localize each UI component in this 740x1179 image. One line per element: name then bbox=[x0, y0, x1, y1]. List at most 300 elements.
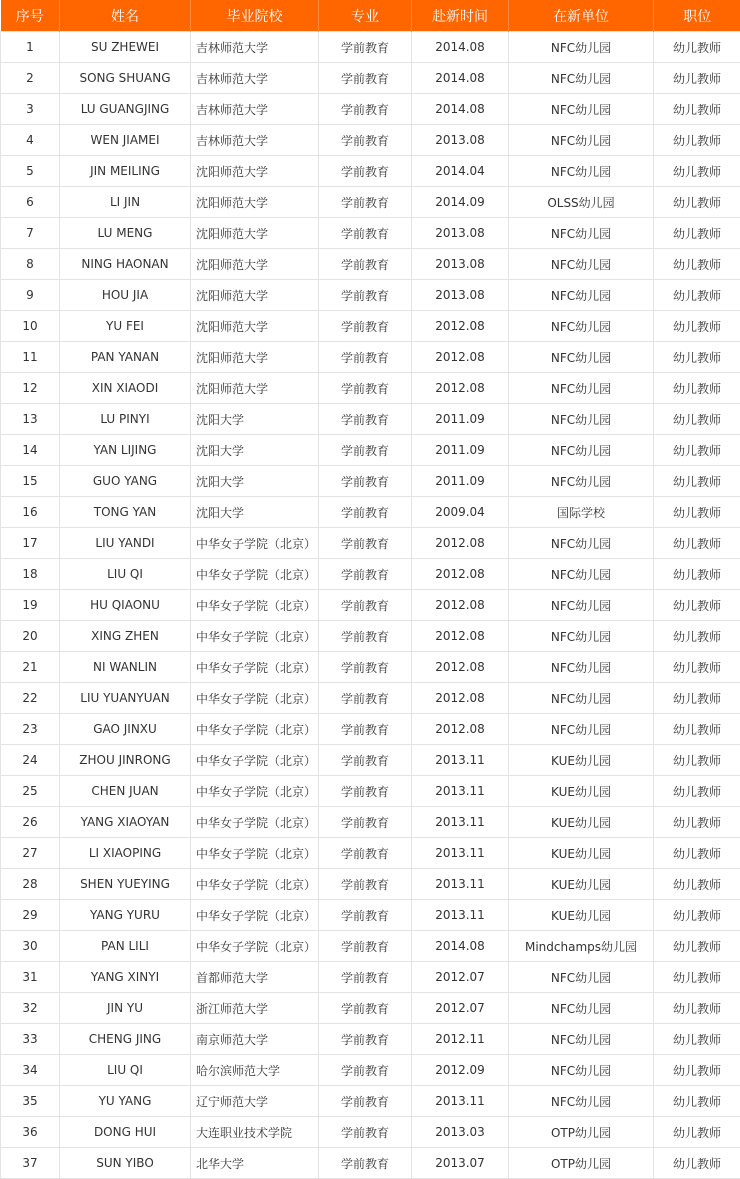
cell-name: YANG XIAOYAN bbox=[60, 807, 191, 838]
cell-position: 幼儿教师 bbox=[654, 1117, 740, 1148]
table-row bbox=[1, 187, 740, 218]
cell-date: 2013.08 bbox=[412, 218, 509, 249]
cell-school: 浙江师范大学 bbox=[191, 993, 319, 1024]
cell-date: 2014.09 bbox=[412, 187, 509, 218]
cell-date: 2013.11 bbox=[412, 807, 509, 838]
cell-name: CHEN JUAN bbox=[60, 776, 191, 807]
cell-school: 北华大学 bbox=[191, 1148, 319, 1179]
cell-employer: NFC幼儿园 bbox=[509, 1086, 654, 1117]
table-row bbox=[1, 311, 740, 342]
cell-major: 学前教育 bbox=[319, 1148, 412, 1179]
cell-index: 14 bbox=[1, 435, 60, 466]
table-row bbox=[1, 404, 740, 435]
cell-date: 2014.08 bbox=[412, 931, 509, 962]
cell-index: 33 bbox=[1, 1024, 60, 1055]
cell-position: 幼儿教师 bbox=[654, 559, 740, 590]
table-row bbox=[1, 745, 740, 776]
cell-employer: NFC幼儿园 bbox=[509, 993, 654, 1024]
cell-employer: NFC幼儿园 bbox=[509, 218, 654, 249]
cell-date: 2012.08 bbox=[412, 683, 509, 714]
cell-index: 29 bbox=[1, 900, 60, 931]
cell-employer: NFC幼儿园 bbox=[509, 962, 654, 993]
table-row bbox=[1, 32, 740, 63]
cell-school: 吉林师范大学 bbox=[191, 63, 319, 94]
cell-employer: NFC幼儿园 bbox=[509, 559, 654, 590]
table-row bbox=[1, 156, 740, 187]
cell-school: 大连职业技术学院 bbox=[191, 1117, 319, 1148]
cell-major: 学前教育 bbox=[319, 683, 412, 714]
cell-major: 学前教育 bbox=[319, 838, 412, 869]
table-row bbox=[1, 435, 740, 466]
cell-major: 学前教育 bbox=[319, 32, 412, 63]
cell-index: 20 bbox=[1, 621, 60, 652]
cell-employer: NFC幼儿园 bbox=[509, 621, 654, 652]
cell-name: GAO JINXU bbox=[60, 714, 191, 745]
table-row bbox=[1, 1148, 740, 1179]
cell-name: JIN MEILING bbox=[60, 156, 191, 187]
cell-index: 7 bbox=[1, 218, 60, 249]
cell-employer: KUE幼儿园 bbox=[509, 807, 654, 838]
cell-date: 2013.07 bbox=[412, 1148, 509, 1179]
table-row bbox=[1, 1055, 740, 1086]
cell-index: 11 bbox=[1, 342, 60, 373]
cell-employer: NFC幼儿园 bbox=[509, 249, 654, 280]
table-row bbox=[1, 94, 740, 125]
cell-name: LI JIN bbox=[60, 187, 191, 218]
cell-major: 学前教育 bbox=[319, 745, 412, 776]
cell-index: 15 bbox=[1, 466, 60, 497]
cell-date: 2014.08 bbox=[412, 32, 509, 63]
cell-index: 26 bbox=[1, 807, 60, 838]
table-row bbox=[1, 590, 740, 621]
cell-name: YU FEI bbox=[60, 311, 191, 342]
cell-date: 2013.11 bbox=[412, 838, 509, 869]
table-row bbox=[1, 962, 740, 993]
table-row bbox=[1, 249, 740, 280]
cell-date: 2012.11 bbox=[412, 1024, 509, 1055]
cell-employer: NFC幼儿园 bbox=[509, 156, 654, 187]
cell-major: 学前教育 bbox=[319, 931, 412, 962]
table-row bbox=[1, 683, 740, 714]
cell-name: LU PINYI bbox=[60, 404, 191, 435]
cell-date: 2012.08 bbox=[412, 621, 509, 652]
header-date: 赴新时间 bbox=[412, 0, 509, 32]
cell-index: 1 bbox=[1, 32, 60, 63]
cell-school: 中华女子学院（北京） bbox=[191, 776, 319, 807]
cell-name: DONG HUI bbox=[60, 1117, 191, 1148]
cell-major: 学前教育 bbox=[319, 869, 412, 900]
cell-school: 沈阳大学 bbox=[191, 404, 319, 435]
cell-school: 中华女子学院（北京） bbox=[191, 528, 319, 559]
cell-index: 32 bbox=[1, 993, 60, 1024]
table-body bbox=[1, 32, 740, 1179]
cell-date: 2013.11 bbox=[412, 745, 509, 776]
cell-major: 学前教育 bbox=[319, 1055, 412, 1086]
cell-index: 23 bbox=[1, 714, 60, 745]
cell-major: 学前教育 bbox=[319, 311, 412, 342]
cell-index: 35 bbox=[1, 1086, 60, 1117]
table-row bbox=[1, 776, 740, 807]
table-row bbox=[1, 931, 740, 962]
table-row bbox=[1, 1086, 740, 1117]
cell-position: 幼儿教师 bbox=[654, 156, 740, 187]
cell-employer: NFC幼儿园 bbox=[509, 435, 654, 466]
cell-school: 辽宁师范大学 bbox=[191, 1086, 319, 1117]
cell-index: 28 bbox=[1, 869, 60, 900]
cell-position: 幼儿教师 bbox=[654, 869, 740, 900]
cell-index: 2 bbox=[1, 63, 60, 94]
cell-index: 9 bbox=[1, 280, 60, 311]
cell-name: LI XIAOPING bbox=[60, 838, 191, 869]
cell-school: 中华女子学院（北京） bbox=[191, 714, 319, 745]
cell-date: 2012.07 bbox=[412, 993, 509, 1024]
cell-index: 6 bbox=[1, 187, 60, 218]
cell-major: 学前教育 bbox=[319, 1086, 412, 1117]
cell-major: 学前教育 bbox=[319, 249, 412, 280]
cell-date: 2012.07 bbox=[412, 962, 509, 993]
cell-major: 学前教育 bbox=[319, 497, 412, 528]
cell-employer: NFC幼儿园 bbox=[509, 404, 654, 435]
cell-index: 22 bbox=[1, 683, 60, 714]
cell-name: TONG YAN bbox=[60, 497, 191, 528]
cell-school: 中华女子学院（北京） bbox=[191, 838, 319, 869]
cell-index: 36 bbox=[1, 1117, 60, 1148]
cell-name: LIU YUANYUAN bbox=[60, 683, 191, 714]
table-row bbox=[1, 373, 740, 404]
cell-position: 幼儿教师 bbox=[654, 187, 740, 218]
cell-name: SHEN YUEYING bbox=[60, 869, 191, 900]
cell-major: 学前教育 bbox=[319, 342, 412, 373]
cell-index: 5 bbox=[1, 156, 60, 187]
cell-position: 幼儿教师 bbox=[654, 32, 740, 63]
cell-index: 25 bbox=[1, 776, 60, 807]
table-row bbox=[1, 559, 740, 590]
cell-date: 2009.04 bbox=[412, 497, 509, 528]
cell-position: 幼儿教师 bbox=[654, 249, 740, 280]
cell-name: XIN XIAODI bbox=[60, 373, 191, 404]
cell-employer: NFC幼儿园 bbox=[509, 63, 654, 94]
cell-employer: NFC幼儿园 bbox=[509, 342, 654, 373]
cell-date: 2012.08 bbox=[412, 559, 509, 590]
cell-position: 幼儿教师 bbox=[654, 373, 740, 404]
cell-employer: NFC幼儿园 bbox=[509, 311, 654, 342]
cell-school: 沈阳师范大学 bbox=[191, 218, 319, 249]
cell-school: 中华女子学院（北京） bbox=[191, 590, 319, 621]
cell-position: 幼儿教师 bbox=[654, 993, 740, 1024]
cell-major: 学前教育 bbox=[319, 1117, 412, 1148]
cell-position: 幼儿教师 bbox=[654, 1024, 740, 1055]
cell-index: 10 bbox=[1, 311, 60, 342]
cell-name: SONG SHUANG bbox=[60, 63, 191, 94]
cell-date: 2013.08 bbox=[412, 125, 509, 156]
cell-index: 27 bbox=[1, 838, 60, 869]
cell-school: 沈阳师范大学 bbox=[191, 280, 319, 311]
cell-name: LU MENG bbox=[60, 218, 191, 249]
cell-position: 幼儿教师 bbox=[654, 342, 740, 373]
cell-major: 学前教育 bbox=[319, 714, 412, 745]
cell-position: 幼儿教师 bbox=[654, 404, 740, 435]
cell-index: 37 bbox=[1, 1148, 60, 1179]
cell-position: 幼儿教师 bbox=[654, 900, 740, 931]
cell-major: 学前教育 bbox=[319, 962, 412, 993]
cell-date: 2012.08 bbox=[412, 714, 509, 745]
cell-school: 中华女子学院（北京） bbox=[191, 621, 319, 652]
cell-major: 学前教育 bbox=[319, 94, 412, 125]
table-row bbox=[1, 63, 740, 94]
cell-date: 2014.08 bbox=[412, 63, 509, 94]
header-index: 序号 bbox=[1, 0, 60, 32]
cell-employer: NFC幼儿园 bbox=[509, 714, 654, 745]
cell-name: PAN LILI bbox=[60, 931, 191, 962]
cell-major: 学前教育 bbox=[319, 528, 412, 559]
cell-employer: 国际学校 bbox=[509, 497, 654, 528]
cell-employer: OTP幼儿园 bbox=[509, 1117, 654, 1148]
cell-name: LIU QI bbox=[60, 1055, 191, 1086]
cell-major: 学前教育 bbox=[319, 404, 412, 435]
cell-school: 吉林师范大学 bbox=[191, 94, 319, 125]
cell-position: 幼儿教师 bbox=[654, 714, 740, 745]
cell-school: 中华女子学院（北京） bbox=[191, 745, 319, 776]
header-name: 姓名 bbox=[60, 0, 191, 32]
cell-major: 学前教育 bbox=[319, 466, 412, 497]
header-major: 专业 bbox=[319, 0, 412, 32]
cell-school: 沈阳师范大学 bbox=[191, 373, 319, 404]
cell-date: 2013.08 bbox=[412, 249, 509, 280]
cell-position: 幼儿教师 bbox=[654, 528, 740, 559]
cell-name: LIU YANDI bbox=[60, 528, 191, 559]
cell-index: 12 bbox=[1, 373, 60, 404]
cell-position: 幼儿教师 bbox=[654, 497, 740, 528]
cell-date: 2013.11 bbox=[412, 869, 509, 900]
cell-employer: NFC幼儿园 bbox=[509, 32, 654, 63]
cell-position: 幼儿教师 bbox=[654, 652, 740, 683]
cell-major: 学前教育 bbox=[319, 559, 412, 590]
cell-employer: NFC幼儿园 bbox=[509, 1024, 654, 1055]
table-row bbox=[1, 1117, 740, 1148]
cell-major: 学前教育 bbox=[319, 156, 412, 187]
cell-school: 沈阳师范大学 bbox=[191, 342, 319, 373]
table-header bbox=[1, 0, 740, 32]
cell-position: 幼儿教师 bbox=[654, 621, 740, 652]
cell-index: 21 bbox=[1, 652, 60, 683]
cell-school: 沈阳大学 bbox=[191, 497, 319, 528]
cell-position: 幼儿教师 bbox=[654, 807, 740, 838]
cell-employer: OTP幼儿园 bbox=[509, 1148, 654, 1179]
cell-major: 学前教育 bbox=[319, 187, 412, 218]
cell-position: 幼儿教师 bbox=[654, 125, 740, 156]
cell-employer: NFC幼儿园 bbox=[509, 466, 654, 497]
cell-position: 幼儿教师 bbox=[654, 1086, 740, 1117]
table-row bbox=[1, 1024, 740, 1055]
cell-position: 幼儿教师 bbox=[654, 962, 740, 993]
cell-major: 学前教育 bbox=[319, 63, 412, 94]
cell-school: 南京师范大学 bbox=[191, 1024, 319, 1055]
cell-date: 2012.08 bbox=[412, 528, 509, 559]
cell-major: 学前教育 bbox=[319, 776, 412, 807]
cell-school: 沈阳大学 bbox=[191, 466, 319, 497]
cell-employer: OLSS幼儿园 bbox=[509, 187, 654, 218]
cell-position: 幼儿教师 bbox=[654, 683, 740, 714]
header-position: 职位 bbox=[654, 0, 740, 32]
cell-major: 学前教育 bbox=[319, 900, 412, 931]
cell-index: 3 bbox=[1, 94, 60, 125]
cell-major: 学前教育 bbox=[319, 373, 412, 404]
table-row bbox=[1, 993, 740, 1024]
table-row bbox=[1, 869, 740, 900]
cell-name: SU ZHEWEI bbox=[60, 32, 191, 63]
cell-position: 幼儿教师 bbox=[654, 1148, 740, 1179]
cell-employer: NFC幼儿园 bbox=[509, 94, 654, 125]
header-row bbox=[1, 0, 740, 32]
cell-major: 学前教育 bbox=[319, 993, 412, 1024]
cell-date: 2012.08 bbox=[412, 342, 509, 373]
table-row bbox=[1, 714, 740, 745]
cell-school: 哈尔滨师范大学 bbox=[191, 1055, 319, 1086]
cell-date: 2013.08 bbox=[412, 280, 509, 311]
cell-date: 2013.11 bbox=[412, 900, 509, 931]
cell-position: 幼儿教师 bbox=[654, 1055, 740, 1086]
table-row bbox=[1, 838, 740, 869]
cell-date: 2011.09 bbox=[412, 466, 509, 497]
cell-school: 吉林师范大学 bbox=[191, 32, 319, 63]
cell-name: YANG YURU bbox=[60, 900, 191, 931]
cell-date: 2012.08 bbox=[412, 373, 509, 404]
cell-position: 幼儿教师 bbox=[654, 776, 740, 807]
cell-major: 学前教育 bbox=[319, 280, 412, 311]
cell-employer: NFC幼儿园 bbox=[509, 280, 654, 311]
cell-school: 首都师范大学 bbox=[191, 962, 319, 993]
cell-name: HOU JIA bbox=[60, 280, 191, 311]
cell-school: 沈阳大学 bbox=[191, 435, 319, 466]
cell-school: 中华女子学院（北京） bbox=[191, 900, 319, 931]
cell-index: 19 bbox=[1, 590, 60, 621]
cell-school: 中华女子学院（北京） bbox=[191, 931, 319, 962]
cell-date: 2014.08 bbox=[412, 94, 509, 125]
cell-school: 中华女子学院（北京） bbox=[191, 683, 319, 714]
cell-date: 2013.11 bbox=[412, 776, 509, 807]
cell-position: 幼儿教师 bbox=[654, 94, 740, 125]
cell-position: 幼儿教师 bbox=[654, 311, 740, 342]
cell-date: 2014.04 bbox=[412, 156, 509, 187]
cell-school: 中华女子学院（北京） bbox=[191, 869, 319, 900]
cell-name: WEN JIAMEI bbox=[60, 125, 191, 156]
cell-name: PAN YANAN bbox=[60, 342, 191, 373]
cell-index: 30 bbox=[1, 931, 60, 962]
cell-school: 沈阳师范大学 bbox=[191, 156, 319, 187]
header-employer: 在新单位 bbox=[509, 0, 654, 32]
cell-employer: KUE幼儿园 bbox=[509, 776, 654, 807]
cell-major: 学前教育 bbox=[319, 590, 412, 621]
cell-index: 4 bbox=[1, 125, 60, 156]
cell-employer: Mindchamps幼儿园 bbox=[509, 931, 654, 962]
cell-school: 吉林师范大学 bbox=[191, 125, 319, 156]
cell-name: YAN LIJING bbox=[60, 435, 191, 466]
cell-index: 34 bbox=[1, 1055, 60, 1086]
cell-name: YANG XINYI bbox=[60, 962, 191, 993]
cell-date: 2011.09 bbox=[412, 404, 509, 435]
cell-position: 幼儿教师 bbox=[654, 435, 740, 466]
cell-school: 中华女子学院（北京） bbox=[191, 559, 319, 590]
cell-major: 学前教育 bbox=[319, 621, 412, 652]
header-school: 毕业院校 bbox=[191, 0, 319, 32]
table-row bbox=[1, 218, 740, 249]
cell-index: 31 bbox=[1, 962, 60, 993]
cell-employer: NFC幼儿园 bbox=[509, 125, 654, 156]
cell-name: GUO YANG bbox=[60, 466, 191, 497]
cell-employer: NFC幼儿园 bbox=[509, 652, 654, 683]
cell-employer: KUE幼儿园 bbox=[509, 869, 654, 900]
table-row bbox=[1, 528, 740, 559]
cell-position: 幼儿教师 bbox=[654, 931, 740, 962]
cell-index: 8 bbox=[1, 249, 60, 280]
cell-employer: NFC幼儿园 bbox=[509, 1055, 654, 1086]
cell-date: 2013.11 bbox=[412, 1086, 509, 1117]
cell-date: 2013.03 bbox=[412, 1117, 509, 1148]
cell-major: 学前教育 bbox=[319, 652, 412, 683]
cell-school: 沈阳师范大学 bbox=[191, 187, 319, 218]
cell-index: 13 bbox=[1, 404, 60, 435]
cell-major: 学前教育 bbox=[319, 218, 412, 249]
table-row bbox=[1, 280, 740, 311]
cell-index: 16 bbox=[1, 497, 60, 528]
cell-employer: NFC幼儿园 bbox=[509, 590, 654, 621]
table-row bbox=[1, 900, 740, 931]
cell-employer: NFC幼儿园 bbox=[509, 373, 654, 404]
cell-employer: KUE幼儿园 bbox=[509, 900, 654, 931]
cell-employer: KUE幼儿园 bbox=[509, 838, 654, 869]
cell-date: 2012.08 bbox=[412, 590, 509, 621]
cell-name: HU QIAONU bbox=[60, 590, 191, 621]
table-row bbox=[1, 342, 740, 373]
cell-name: NI WANLIN bbox=[60, 652, 191, 683]
cell-employer: NFC幼儿园 bbox=[509, 528, 654, 559]
cell-name: XING ZHEN bbox=[60, 621, 191, 652]
cell-school: 中华女子学院（北京） bbox=[191, 807, 319, 838]
cell-position: 幼儿教师 bbox=[654, 63, 740, 94]
cell-major: 学前教育 bbox=[319, 1024, 412, 1055]
cell-major: 学前教育 bbox=[319, 125, 412, 156]
table-row bbox=[1, 652, 740, 683]
cell-major: 学前教育 bbox=[319, 807, 412, 838]
cell-index: 24 bbox=[1, 745, 60, 776]
cell-date: 2012.08 bbox=[412, 311, 509, 342]
cell-employer: NFC幼儿园 bbox=[509, 683, 654, 714]
cell-date: 2011.09 bbox=[412, 435, 509, 466]
cell-school: 中华女子学院（北京） bbox=[191, 652, 319, 683]
cell-name: LU GUANGJING bbox=[60, 94, 191, 125]
cell-index: 17 bbox=[1, 528, 60, 559]
cell-position: 幼儿教师 bbox=[654, 466, 740, 497]
cell-date: 2012.09 bbox=[412, 1055, 509, 1086]
cell-name: CHENG JING bbox=[60, 1024, 191, 1055]
cell-position: 幼儿教师 bbox=[654, 838, 740, 869]
table-row bbox=[1, 466, 740, 497]
cell-school: 沈阳师范大学 bbox=[191, 311, 319, 342]
table-row bbox=[1, 807, 740, 838]
cell-name: SUN YIBO bbox=[60, 1148, 191, 1179]
cell-date: 2012.08 bbox=[412, 652, 509, 683]
cell-position: 幼儿教师 bbox=[654, 280, 740, 311]
cell-name: LIU QI bbox=[60, 559, 191, 590]
table-row bbox=[1, 621, 740, 652]
table-row bbox=[1, 125, 740, 156]
table-row bbox=[1, 497, 740, 528]
cell-position: 幼儿教师 bbox=[654, 745, 740, 776]
cell-position: 幼儿教师 bbox=[654, 218, 740, 249]
cell-position: 幼儿教师 bbox=[654, 590, 740, 621]
cell-name: ZHOU JINRONG bbox=[60, 745, 191, 776]
cell-employer: KUE幼儿园 bbox=[509, 745, 654, 776]
